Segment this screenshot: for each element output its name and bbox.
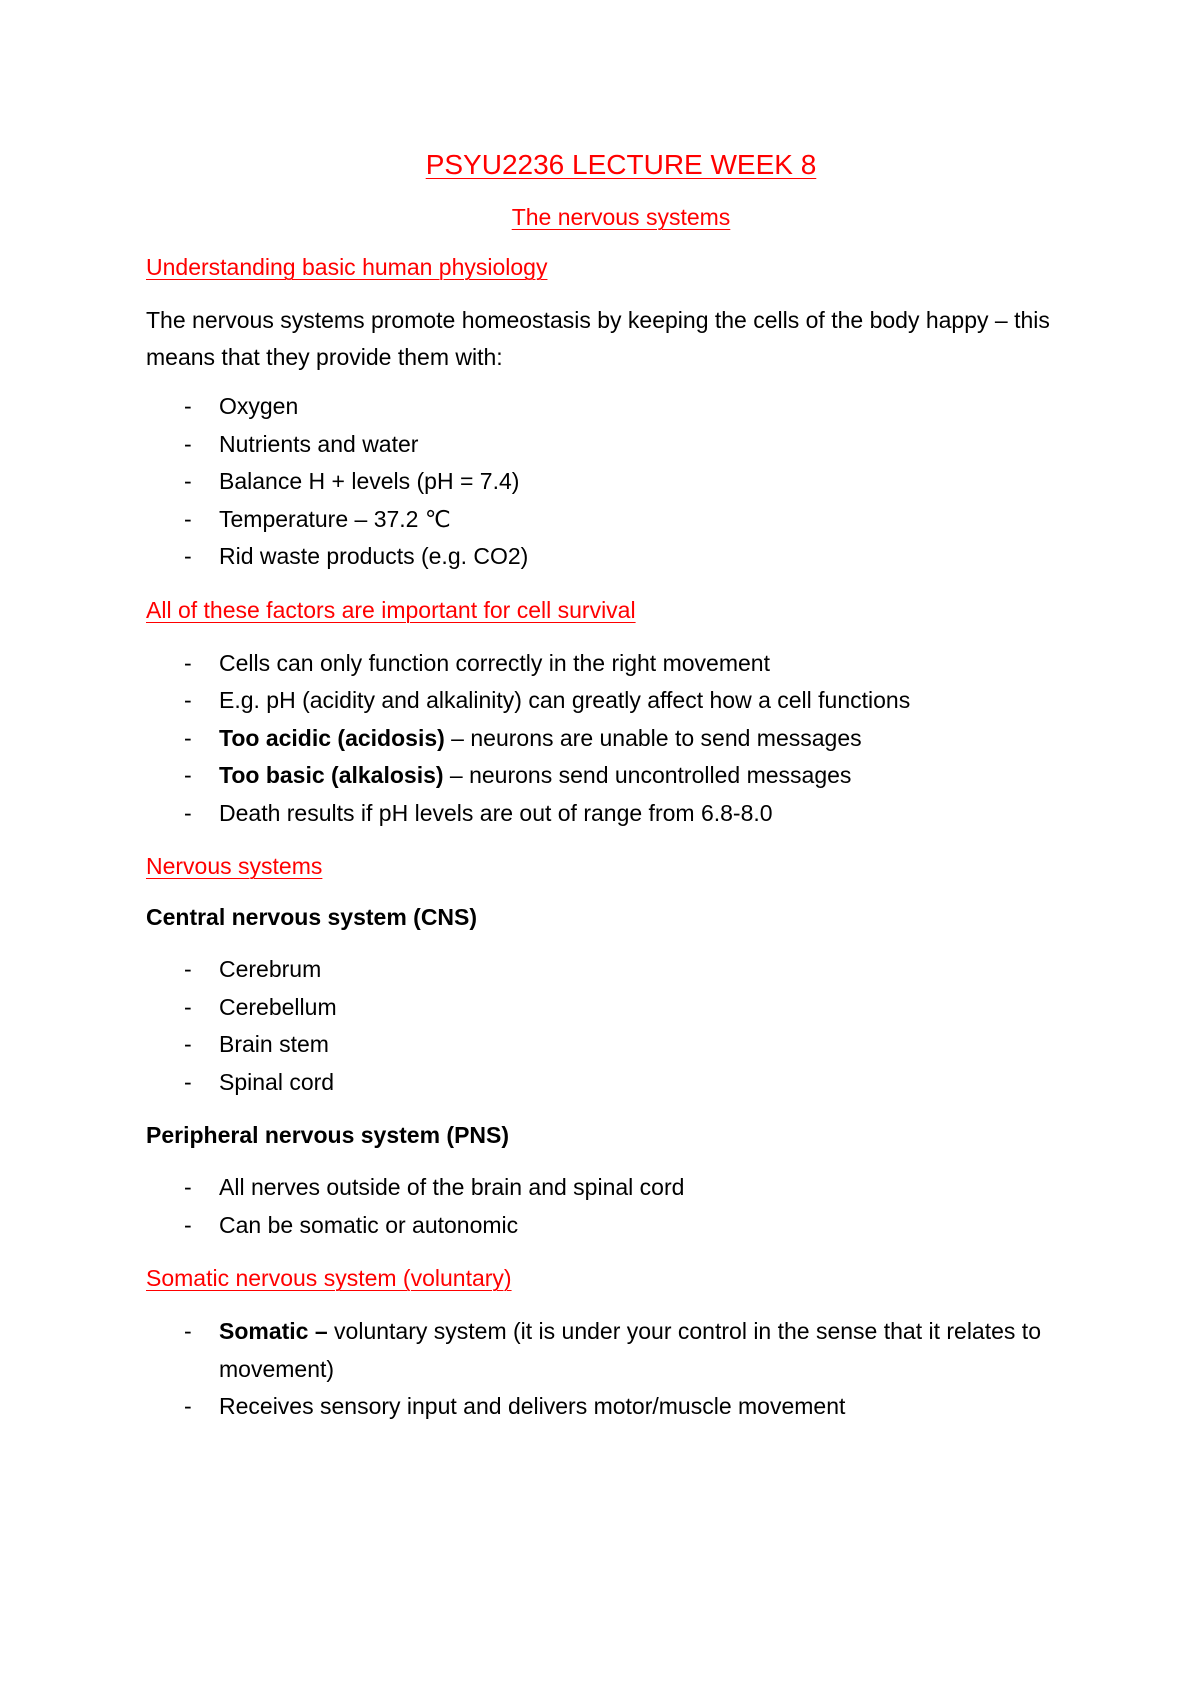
list-item: - Temperature – 37.2 ℃ (146, 501, 1066, 539)
list-item: - Can be somatic or autonomic (146, 1207, 1066, 1245)
list-item: - Cerebellum (146, 989, 1066, 1027)
somatic-list (146, 1313, 1066, 1426)
dash-bullet: - (184, 1318, 192, 1344)
list-item: - Rid waste products (e.g. CO2) (146, 538, 1066, 576)
dash-bullet: - (184, 468, 192, 494)
section-intro-paragraph: The nervous systems promote homeostasis by keeping the cells of the body happy – this means that they provide them with: (146, 307, 1050, 370)
dash-bullet: - (184, 1068, 192, 1095)
dash-bullet: - (184, 956, 192, 982)
list-item: - E.g. pH (acidity and alkalinity) can greatly affect how a cell functions (146, 682, 1066, 720)
list-item: - Receives sensory input and delivers motor/muscle movement (146, 1388, 1066, 1426)
dash-bullet: - (184, 505, 192, 532)
needs-list (146, 388, 1066, 576)
section-heading-somatic: Somatic nervous system (voluntary) (146, 1265, 512, 1291)
dash-bullet: - (184, 799, 192, 826)
dash-bullet: - (184, 393, 192, 419)
list-item: - Brain stem (146, 1026, 1066, 1064)
dash-bullet: - (184, 430, 192, 457)
list-item: - Cerebrum (146, 951, 1066, 989)
list-item: - All nerves outside of the brain and spinal cord (146, 1169, 1066, 1207)
dash-bullet: - (184, 1211, 192, 1238)
list-item: - Somatic – voluntary system (it is under your control in the sense that it relates to movement) (146, 1313, 1066, 1388)
cell-survival-list (146, 645, 1066, 833)
dash-bullet: - (184, 543, 192, 569)
dash-bullet: - (184, 1031, 192, 1057)
cns-list (146, 951, 1066, 1101)
document-title: PSYU2236 LECTURE WEEK 8 (425, 149, 817, 180)
section-heading-cell-survival: All of these factors are important for cell survival (146, 596, 636, 623)
list-item: - Oxygen (146, 388, 1066, 426)
list-item: - Spinal cord (146, 1064, 1066, 1102)
list-item: - Too basic (alkalosis) – neurons send uncontrolled messages (146, 757, 1066, 795)
pns-list (146, 1169, 1066, 1244)
cns-subheading: Central nervous system (CNS) (146, 904, 478, 930)
list-item: - Too acidic (acidosis) – neurons are unable to send messages (146, 720, 1066, 758)
section-heading-physiology: Understanding basic human physiology (146, 254, 548, 280)
list-item: - Nutrients and water (146, 426, 1066, 464)
dash-bullet: - (184, 762, 192, 788)
pns-subheading: Peripheral nervous system (PNS) (146, 1122, 510, 1148)
dash-bullet: - (184, 724, 192, 751)
dash-bullet: - (184, 993, 192, 1020)
section-heading-nervous-systems: Nervous systems (146, 853, 323, 879)
document-subtitle: The nervous systems (511, 204, 731, 230)
list-item: - Death results if pH levels are out of range from 6.8-8.0 (146, 795, 1066, 833)
dash-bullet: - (184, 1393, 192, 1419)
document-body (146, 145, 1066, 1444)
list-item: - Balance H + levels (pH = 7.4) (146, 463, 1066, 501)
dash-bullet: - (184, 649, 192, 676)
list-item: - Cells can only function correctly in the right movement (146, 645, 1066, 683)
dash-bullet: - (184, 1174, 192, 1200)
dash-bullet: - (184, 687, 192, 713)
